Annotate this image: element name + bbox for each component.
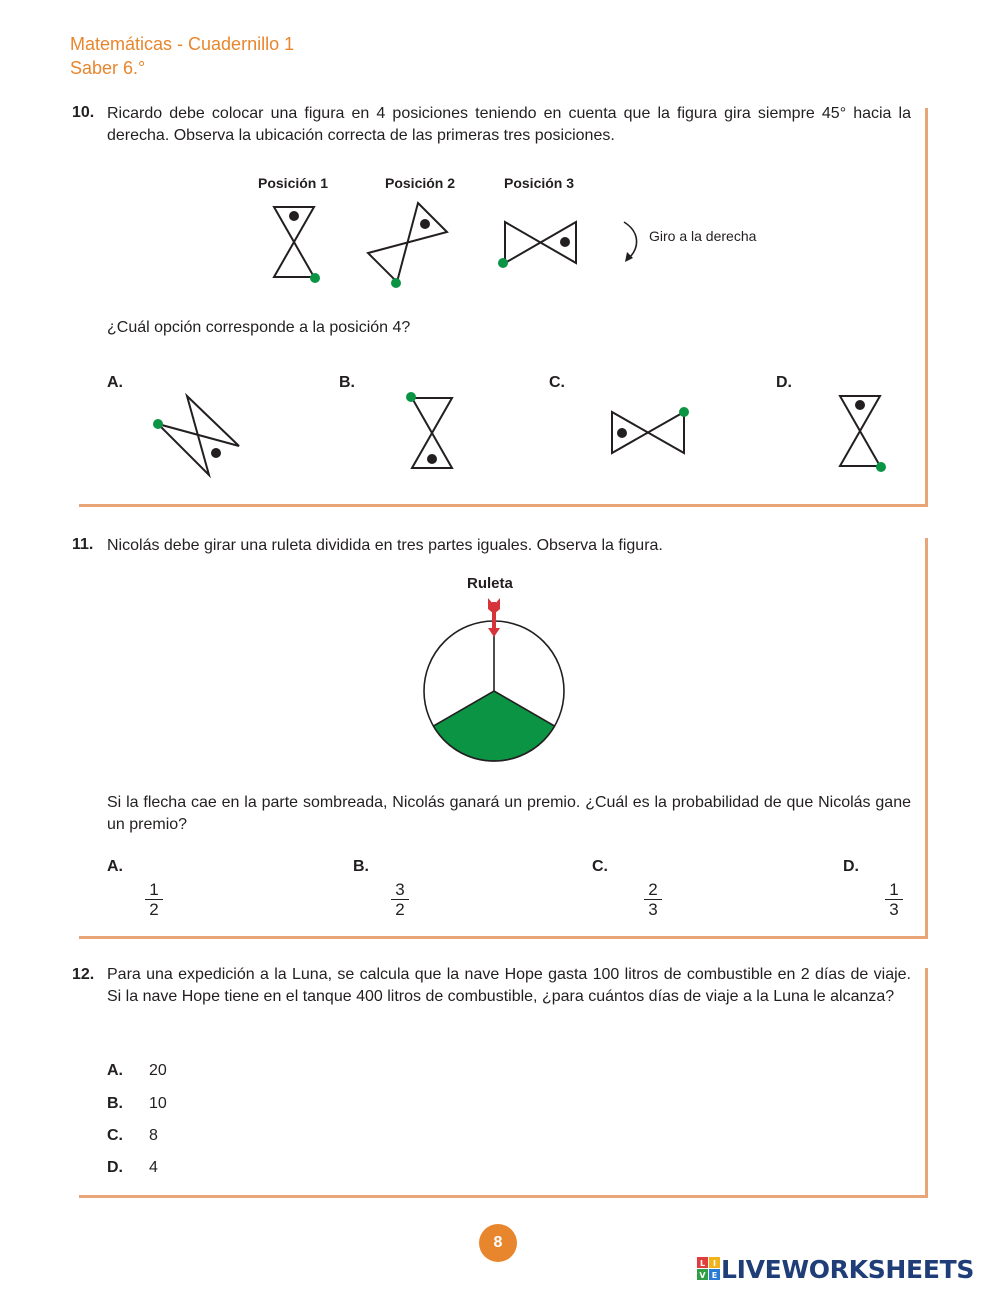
position-3-figure xyxy=(498,222,576,268)
q12-number: 12. xyxy=(72,966,95,983)
q12-frame-bottom xyxy=(79,1195,928,1198)
fraction-c: 2 3 xyxy=(641,880,665,919)
liveworksheets-logo-icon xyxy=(697,1257,721,1281)
q11-option-c[interactable]: C. xyxy=(592,858,608,875)
q11-question: Si la flecha cae en la parte sombreada, Nicolás ganará un premio. ¿Cuál es la probabilidad de que Nicolás gane un premio? xyxy=(107,794,911,833)
page-number-badge: 8 xyxy=(479,1224,517,1262)
q12-text: Para una expedición a la Luna, se calcula que la nave Hope gasta 100 litros de combustible en 2 días de viaje. Si la nave Hope tiene en el tanque 400 litros de combustible, ¿para cuántos días de viaje a la Luna le alcanza? xyxy=(107,966,911,1005)
q10-option-a[interactable]: A. xyxy=(107,374,123,391)
fraction-d: 1 3 xyxy=(882,880,906,919)
q11-frame-right xyxy=(925,538,928,939)
q12-option-d[interactable]: D. xyxy=(107,1159,123,1176)
q12-option-a[interactable]: A. xyxy=(107,1062,123,1079)
position-2-label: Posición 2 xyxy=(385,175,456,191)
q10-figures xyxy=(0,0,1000,520)
header-grade: Saber 6.° xyxy=(70,58,146,78)
liveworksheets-logo xyxy=(697,1255,974,1283)
roulette-wheel xyxy=(400,590,590,780)
q10-option-d[interactable]: D. xyxy=(776,374,792,391)
q12-option-d-value[interactable]: 4 xyxy=(149,1159,158,1176)
q12-option-c-value[interactable]: 8 xyxy=(149,1127,158,1144)
q12-option-b-value[interactable]: 10 xyxy=(149,1095,167,1112)
q10-option-c[interactable]: C. xyxy=(549,374,565,391)
fraction-a: 1 2 xyxy=(142,880,166,919)
q11-text: Nicolás debe girar una ruleta dividida en tres partes iguales. Observa la figura. xyxy=(107,537,663,554)
position-2-figure xyxy=(368,203,447,288)
rotate-right-arrow-icon xyxy=(624,222,637,262)
svg-text:E: E xyxy=(711,1271,718,1280)
q12-option-b[interactable]: B. xyxy=(107,1095,123,1112)
option-a-figure xyxy=(153,396,239,475)
option-d-figure xyxy=(840,396,886,472)
q10-question: ¿Cuál opción corresponde a la posición 4? xyxy=(107,319,411,336)
wheel-label: Ruleta xyxy=(467,575,513,592)
position-1-label: Posición 1 xyxy=(258,175,329,191)
q11-frame-bottom xyxy=(79,936,928,939)
option-b-figure xyxy=(406,392,452,468)
q11-option-a[interactable]: A. xyxy=(107,858,123,875)
option-c-figure xyxy=(612,407,689,453)
q10-text: Ricardo debe colocar una figura en 4 posiciones teniendo en cuenta que la figura gira siempre 45° hacia la derecha. Observa la ubicación correcta de las primeras tres posiciones. xyxy=(107,105,911,144)
svg-text:V: V xyxy=(699,1271,706,1280)
q10-number: 10. xyxy=(72,104,95,121)
q11-option-d[interactable]: D. xyxy=(843,858,859,875)
rotation-label: Giro a la derecha xyxy=(649,228,757,244)
q12-option-c[interactable]: C. xyxy=(107,1127,123,1144)
position-1-figure xyxy=(274,207,320,283)
fraction-b: 3 2 xyxy=(388,880,412,919)
q11-number: 11. xyxy=(72,536,94,553)
svg-text:L: L xyxy=(699,1259,706,1268)
brand-name: LIVEWORKSHEETS xyxy=(721,1254,975,1284)
header-subject: Matemáticas - Cuadernillo 1 xyxy=(70,34,295,54)
q11-option-b[interactable]: B. xyxy=(353,858,369,875)
svg-text:I: I xyxy=(713,1259,716,1268)
q10-option-b[interactable]: B. xyxy=(339,374,355,391)
position-3-label: Posición 3 xyxy=(504,175,575,191)
q12-option-a-value[interactable]: 20 xyxy=(149,1062,167,1079)
q12-frame-right xyxy=(925,968,928,1198)
